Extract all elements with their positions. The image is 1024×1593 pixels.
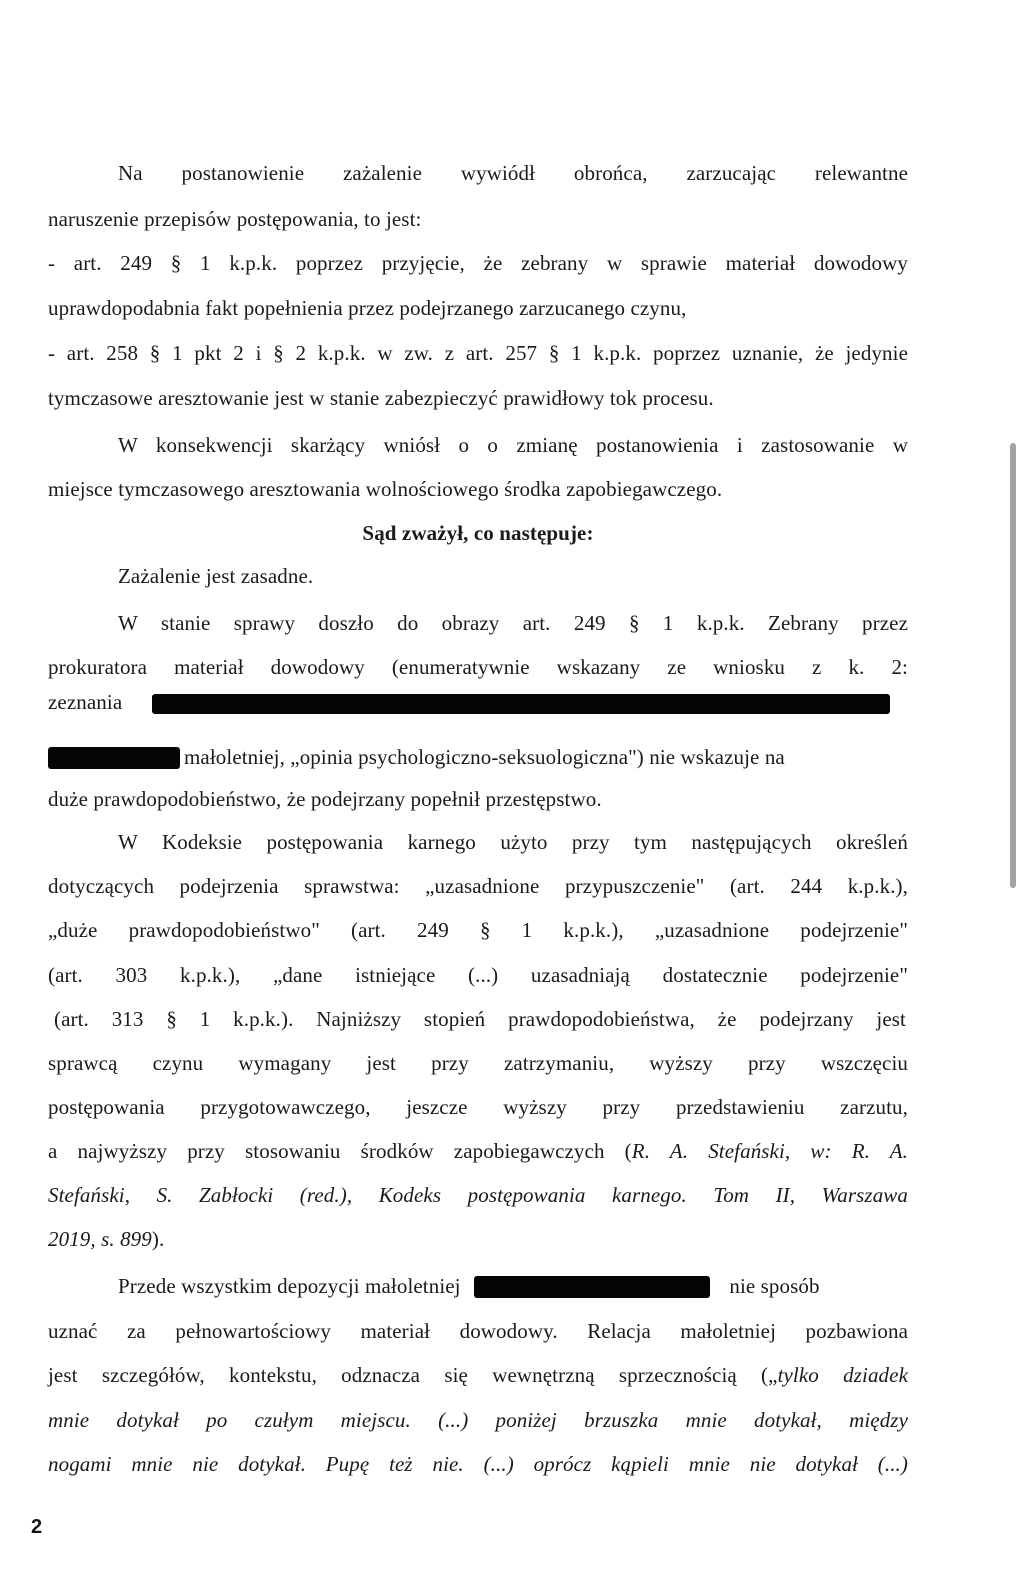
paragraph-line: prokuratora materiał dowodowy (enumeratywnie wskazany ze wniosku z k. 2: (48, 655, 908, 679)
paragraph-line: miejsce tymczasowego aresztowania wolnościowego środka zapobiegawczego. (48, 477, 723, 501)
paragraph-line: duże prawdopodobieństwo, że podejrzany popełnił przestępstwo. (48, 787, 602, 811)
paragraph-text: a najwyższy przy stosowaniu środków zapobiegawczych ( (48, 1139, 632, 1163)
paragraph-line (48, 1138, 908, 1164)
citation-text: R. A. Stefański, w: R. A. (631, 1139, 909, 1163)
paragraph-line: dotyczących podejrzenia sprawstwa: „uzasadnione przypuszczenie" (art. 244 k.p.k.), (48, 874, 908, 898)
redaction-bar (474, 1276, 710, 1298)
page-number: 2 (31, 1516, 43, 1538)
paragraph-line: naruszenie przepisów postępowania, to jest: (48, 207, 422, 231)
paragraph-text: małoletniej, „opinia psychologiczno-seksuologiczna") nie wskazuje na (184, 745, 785, 769)
paragraph-text: ). (151, 1227, 165, 1251)
paragraph-line (48, 1362, 908, 1388)
paragraph-text: Przede wszystkim depozycji małoletniej (118, 1274, 461, 1298)
paragraph-line: (art. 303 k.p.k.), „dane istniejące (...) uzasadniają dostatecznie podejrzenie" (48, 963, 908, 987)
paragraph-line: W stanie sprawy doszło do obrazy art. 249 § 1 k.p.k. Zebrany przez (118, 611, 908, 635)
paragraph-line (48, 744, 908, 770)
list-item-line: - art. 258 § 1 pkt 2 i § 2 k.p.k. w zw. z art. 257 § 1 k.p.k. poprzez uznanie, że jedynie (48, 341, 908, 365)
paragraph-line: „duże prawdopodobieństwo" (art. 249 § 1 k.p.k.), „uzasadnione podejrzenie" (48, 918, 908, 942)
citation-text: 2019, s. 899 (48, 1227, 152, 1251)
paragraph-line (118, 1273, 908, 1299)
list-item-line: uprawdopodabnia fakt popełnienia przez podejrzanego zarzucanego czynu, (48, 296, 687, 320)
paragraph-line: postępowania przygotowawczego, jeszcze wyższy przy przedstawieniu zarzutu, (48, 1095, 908, 1119)
paragraph-line: (art. 313 § 1 k.p.k.). Najniższy stopień prawdopodobieństwa, że podejrzany jest (54, 1007, 906, 1031)
paragraph-line: uznać za pełnowartościowy materiał dowodowy. Relacja małoletniej pozbawiona (48, 1319, 908, 1343)
quote-line: mnie dotykał po czułym miejscu. (...) poniżej brzuszka mnie dotykał, między (48, 1408, 908, 1432)
paragraph-line: Na postanowienie zażalenie wywiódł obrońca, zarzucając relewantne (118, 161, 908, 185)
paragraph-text: jest szczegółów, kontekstu, odznacza się wewnętrzną sprzecznością („ (48, 1363, 778, 1387)
citation-line (48, 1226, 908, 1252)
redaction-bar (48, 747, 180, 769)
quote-text: tylko dziadek (777, 1363, 908, 1387)
list-item-line: tymczasowe aresztowanie jest w stanie zabezpieczyć prawidłowy tok procesu. (48, 386, 714, 410)
paragraph-line: sprawcą czynu wymagany jest przy zatrzymaniu, wyższy przy wszczęciu (48, 1051, 908, 1075)
paragraph-line: W konsekwencji skarżący wniósł o o zmianę postanowienia i zastosowanie w (118, 433, 908, 457)
citation-line: Stefański, S. Zabłocki (red.), Kodeks postępowania karnego. Tom II, Warszawa (48, 1183, 908, 1207)
paragraph-text: nie sposób (729, 1274, 820, 1298)
paragraph-text: zeznania (48, 690, 123, 714)
paragraph-line: W Kodeksie postępowania karnego użyto przy tym następujących określeń (118, 830, 908, 854)
paragraph-line: Zażalenie jest zasadne. (118, 564, 314, 588)
paragraph-line (48, 689, 908, 715)
quote-line: nogami mnie nie dotykał. Pupę też nie. (...) oprócz kąpieli mnie nie dotykał (...) (48, 1452, 908, 1476)
section-heading: Sąd zważył, co następuje: (362, 521, 594, 545)
list-item-line: - art. 249 § 1 k.p.k. poprzez przyjęcie, że zebrany w sprawie materiał dowodowy (48, 251, 908, 275)
vertical-scrollbar[interactable] (1010, 443, 1016, 888)
redaction-bar (152, 694, 890, 714)
